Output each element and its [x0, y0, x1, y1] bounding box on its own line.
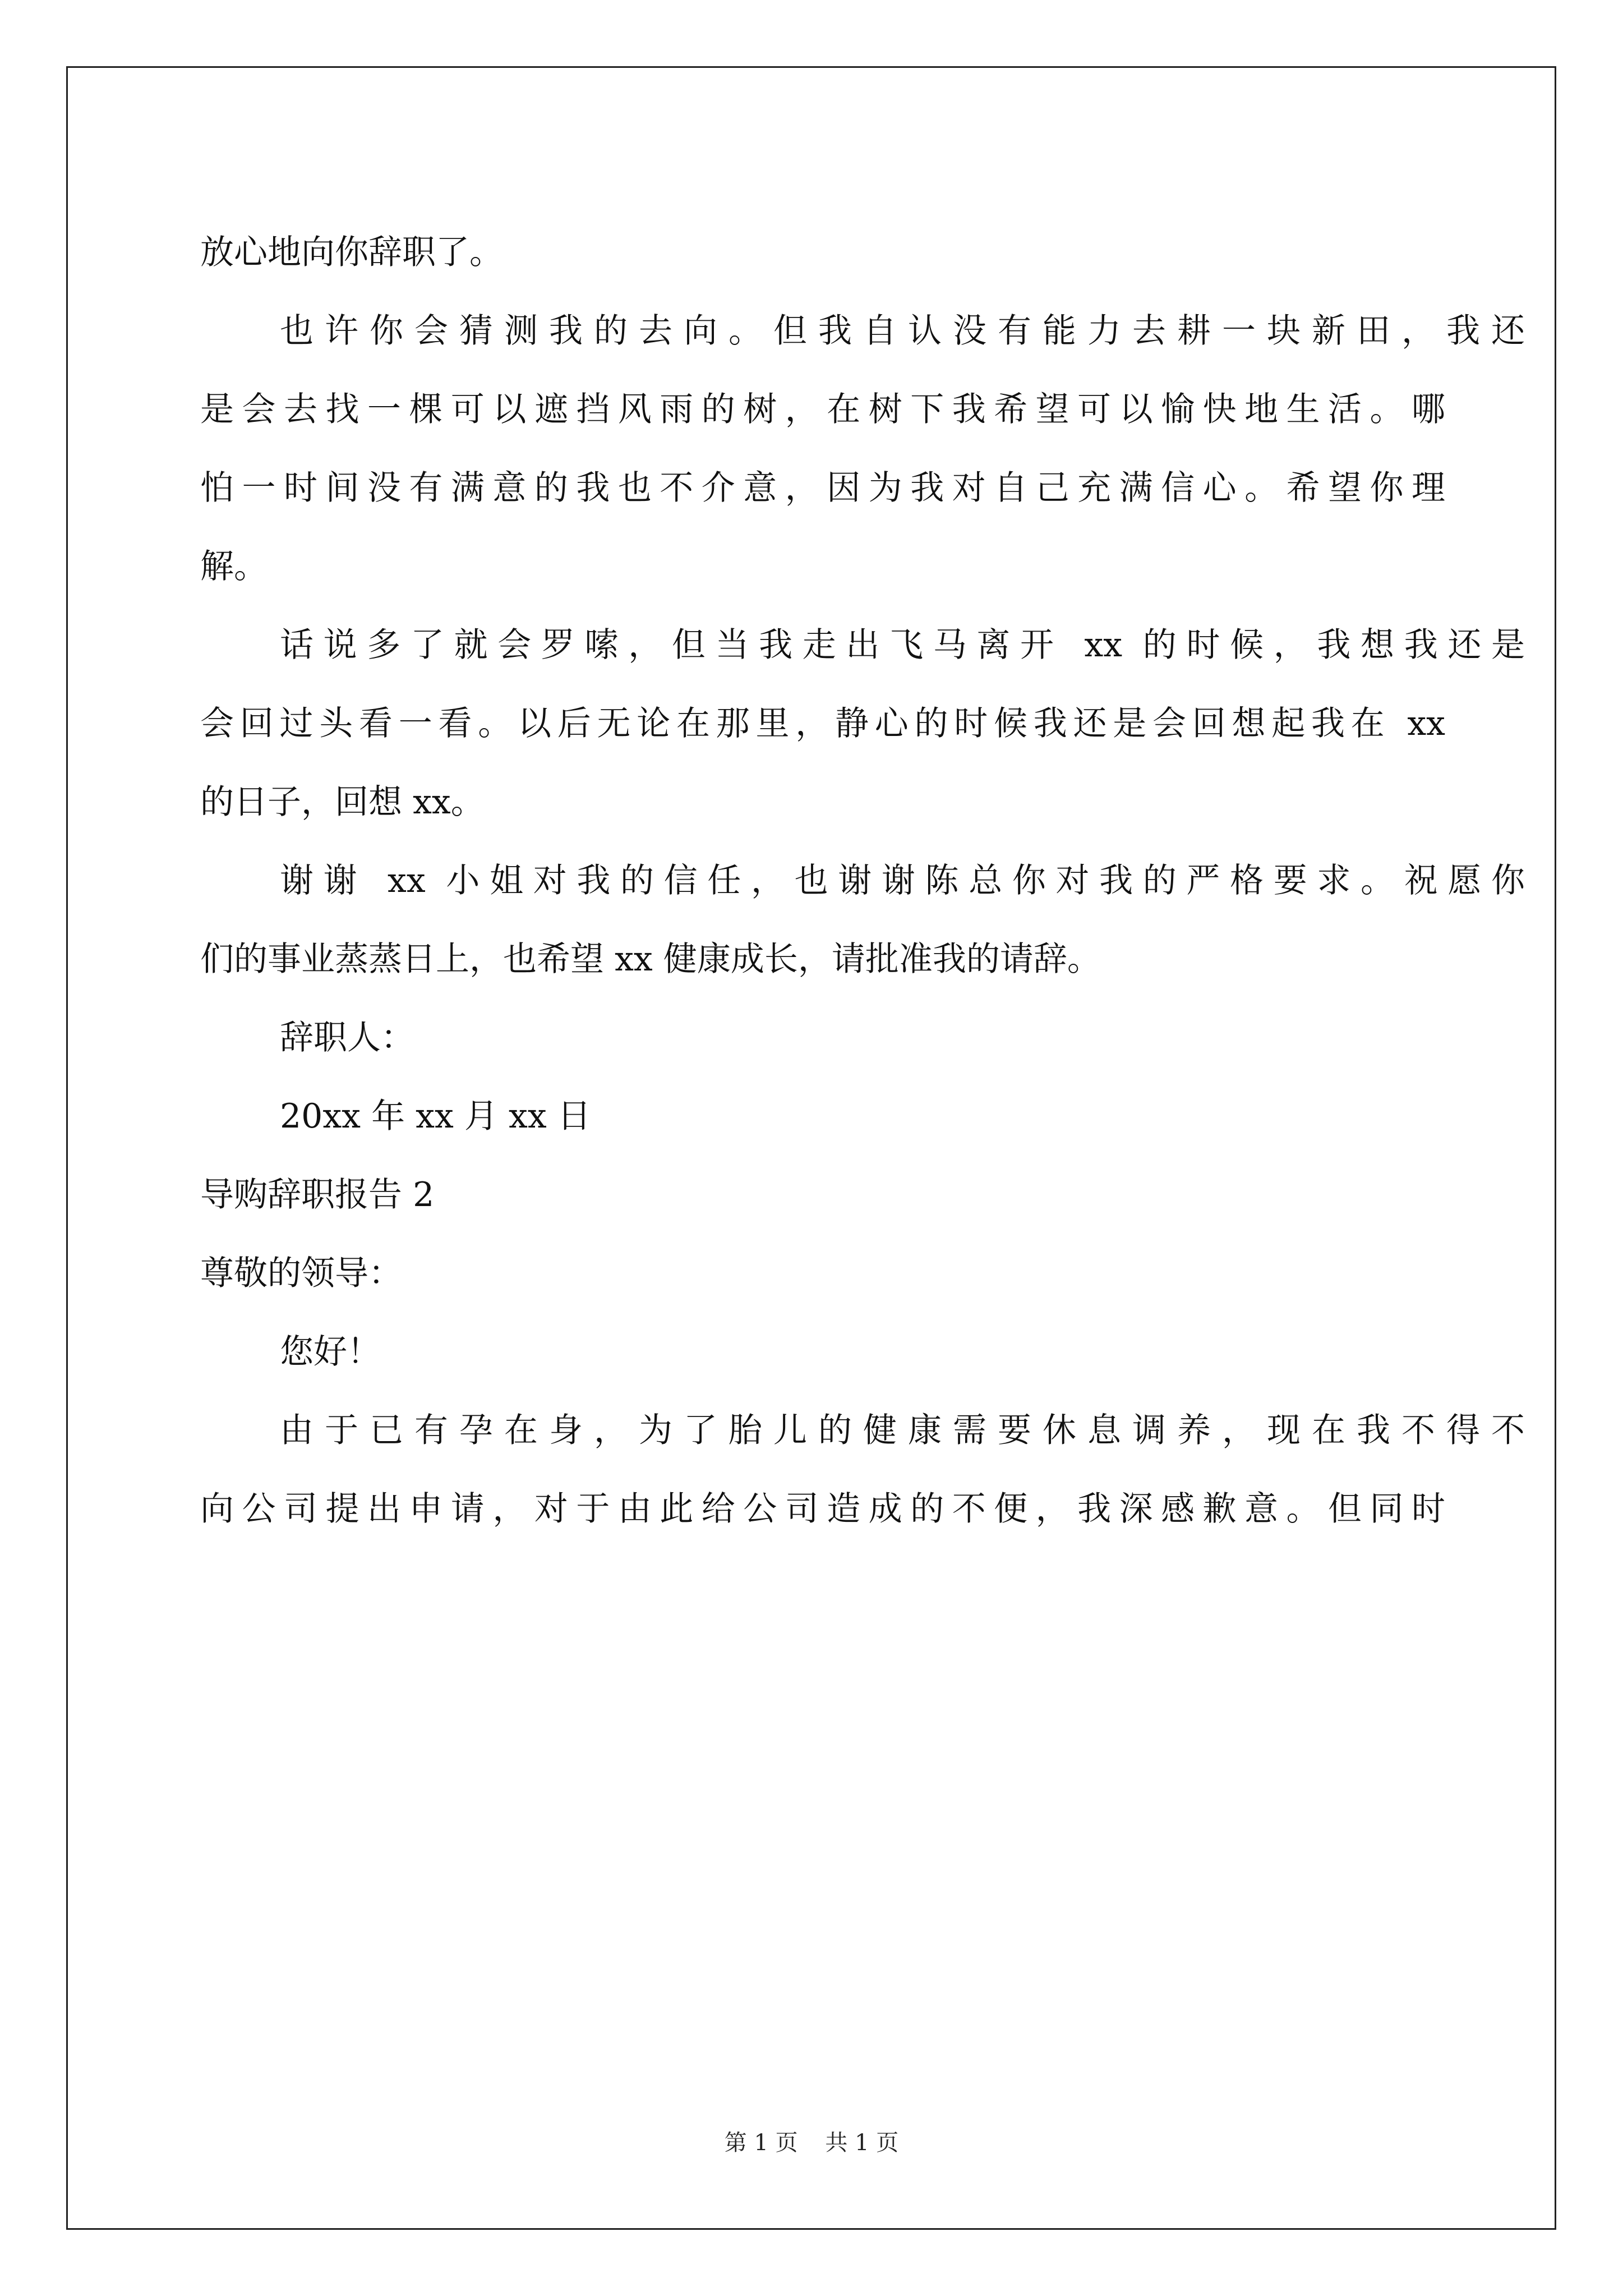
section-heading: 导购辞职报告 2 [200, 1175, 435, 1214]
text-line-4: 怕一时间没有满意的我也不介意，因为我对自己充满信心。希望你理 [200, 468, 1445, 508]
text-line-10: 们的事业蒸蒸日上，也希望 xx 健康成长，请批准我的请辞。 [200, 940, 1101, 979]
salutation: 尊敬的领导： [200, 1254, 402, 1293]
page-number: 第 1 页 [724, 2130, 798, 2156]
greeting: 您好！ [280, 1332, 381, 1372]
text-line-9: 谢谢 xx 小姐对我的信任，也谢谢陈总你对我的严格要求。祝愿你 [280, 861, 1525, 900]
text-line-8: 的日子，回想 xx。 [200, 783, 485, 822]
text-line-16: 由于已有孕在身，为了胎儿的健康需要休息调养，现在我不得不 [280, 1411, 1525, 1450]
text-line-6: 话说多了就会罗嗦，但当我走出飞马离开 xx 的时候，我想我还是 [280, 625, 1525, 665]
text-line-5: 解。 [200, 547, 268, 586]
signature-date: 20xx 年 xx 月 xx 日 [280, 1097, 591, 1136]
signature-label: 辞职人： [280, 1018, 414, 1057]
page-total: 共 1 页 [825, 2130, 899, 2156]
page-footer [0, 2125, 1623, 2157]
document-body [200, 213, 1525, 1548]
text-line-3: 是会去找一棵可以遮挡风雨的树，在树下我希望可以愉快地生活。哪 [200, 390, 1445, 429]
text-line-17: 向公司提出申请，对于由此给公司造成的不便，我深感歉意。但同时 [200, 1489, 1445, 1529]
text-line-2: 也许你会猜测我的去向。但我自认没有能力去耕一块新田，我还 [280, 311, 1525, 351]
text-line-7: 会回过头看一看。以后无论在那里，静心的时候我还是会回想起我在 xx [200, 704, 1445, 743]
text-line-1: 放心地向你辞职了。 [200, 233, 503, 272]
